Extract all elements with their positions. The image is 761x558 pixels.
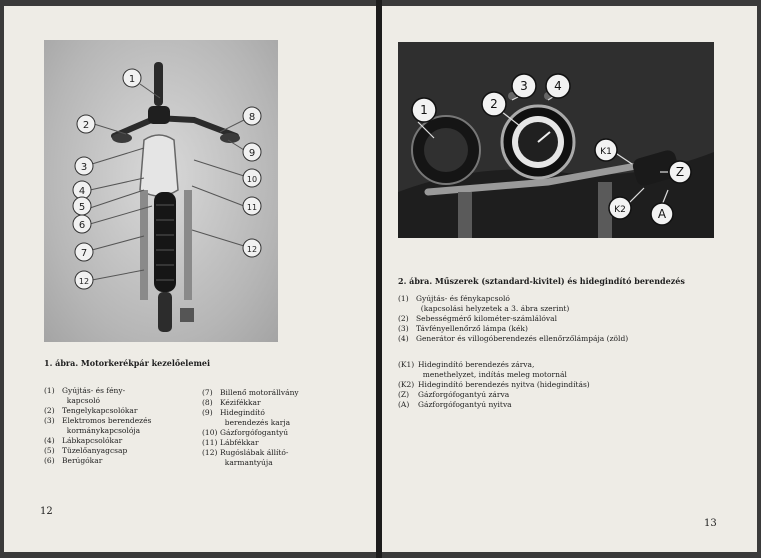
legend-item: (10) Gázforgófogantyú (202, 428, 289, 437)
callout-8: 8 (248, 112, 256, 123)
callout-7: 7 (80, 248, 88, 259)
legend-item: (1) Gyújtás- és fénykapcsoló (kapcsolási helyzetek a 3. ábra szerint) (398, 294, 570, 313)
legend-item: (6) Berúgókar (44, 456, 103, 465)
callout-a: A (657, 207, 667, 221)
callout-k1: K1 (600, 147, 612, 157)
callout-4: 4 (78, 186, 86, 197)
callout-10: 10 (246, 175, 258, 184)
figure2-callouts (398, 42, 714, 238)
legend-item: (9) Hidegindító berendezés karja (202, 408, 291, 427)
legend-item: (K2) Hidegindító berendezés nyitva (hidegindítás) (398, 380, 590, 389)
legend-item: (8) Kézifékkar (202, 398, 261, 407)
legend-item: (A) Gázforgófogantyú nyitva (398, 400, 512, 409)
page-number-right: 13 (704, 518, 717, 529)
figure2-legend-bottom (398, 360, 590, 410)
legend-item: (Z) Gázforgófogantyú zárva (398, 390, 510, 399)
callout-6: 6 (78, 220, 86, 231)
callout-2: 2 (82, 120, 90, 131)
legend-item: (11) Lábfékkar (202, 438, 259, 447)
callout-3: 3 (80, 162, 88, 173)
right-page (382, 6, 757, 552)
legend-item: (3) Távfényellenőrző lámpa (kék) (398, 324, 528, 333)
instruments-photo (398, 42, 714, 238)
figure1-legend-col1 (44, 386, 151, 466)
legend-item: (2) Sebességmérő kilométer-számlálóval (398, 314, 558, 323)
legend-item: (4) Lábkapcsolókar (44, 436, 123, 445)
callout-k2: K2 (614, 205, 626, 215)
figure1-callouts (44, 40, 278, 342)
figure2-caption: 2. ábra. Műszerek (sztandard-kivitel) és hidegindító berendezés (398, 276, 685, 286)
callout-9: 9 (248, 148, 256, 159)
legend-item: (1) Gyújtás- és fény- kapcsoló (44, 386, 126, 405)
callout-5: 5 (78, 202, 86, 213)
motorcycle-controls-photo (44, 40, 278, 342)
callout-1: 1 (420, 103, 428, 117)
page-number-left: 12 (40, 506, 53, 517)
callout-z: Z (675, 165, 685, 179)
legend-item: (7) Billenő motorállvány (202, 388, 299, 397)
callout-12-left: 12 (78, 277, 90, 286)
callout-11: 11 (246, 203, 258, 212)
legend-item: (2) Tengelykapcsolókar (44, 406, 138, 415)
legend-item: (12) Rugóslábak állító- karmantyúja (202, 448, 289, 467)
callout-3: 3 (520, 79, 528, 93)
legend-item: (4) Generátor és villogóberendezés ellenőrzőlámpája (zöld) (398, 334, 629, 343)
callout-1: 1 (128, 74, 136, 85)
legend-item: (K1) Hidegindító berendezés zárva, menethelyzet, indítás meleg motornál (398, 360, 567, 379)
callout-12-right: 12 (246, 245, 258, 254)
figure1-caption: 1. ábra. Motorkerékpár kezelőelemei (44, 358, 211, 368)
figure1-legend-col2 (202, 388, 299, 468)
legend-item: (3) Elektromos berendezés kormánykapcsolója (44, 416, 152, 435)
left-page (4, 6, 376, 552)
legend-item: (5) Tüzelőanyagcsap (44, 446, 128, 455)
figure2-legend-top (398, 294, 628, 344)
callout-2: 2 (490, 97, 498, 111)
callout-4: 4 (554, 79, 562, 93)
